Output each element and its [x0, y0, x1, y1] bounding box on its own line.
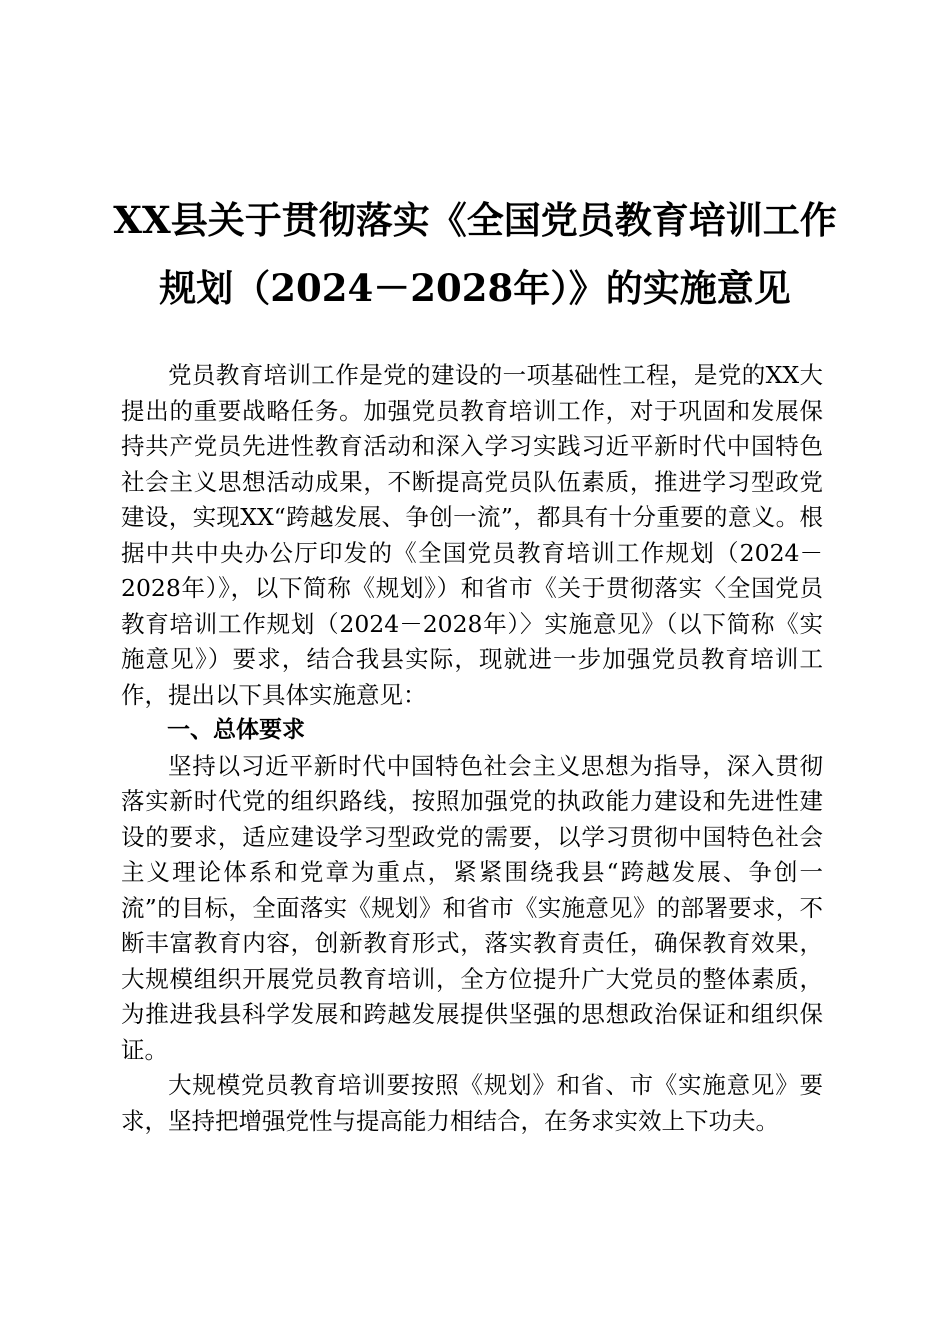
section-heading-overall-requirements: 一、总体要求	[167, 717, 305, 743]
training-requirement-paragraph: 大规模党员教育培训要按照《规划》和省、市《实施意见》要求，坚持把增强党性与提高能力相结合，在务求实效上下功夫。	[121, 1071, 823, 1135]
guiding-principle-paragraph: 坚持以习近平新时代中国特色社会主义思想为指导，深入贯彻落实新时代党的组织路线，按照加强党的执政能力建设和先进性建设的要求，适应建设学习型政党的需要，以学习贯彻中国特色社会主义理论体系和党章为重点，紧紧围绕我县“跨越发展、争创一流”的目标，全面落实《规划》和省市《实施意见》的部署要求，不断丰富教育内容，创新教育形式，落实教育责任，确保教育效果，大规模组织开展党员教育培训，全方位提升广大党员的整体素质，为推进我县科学发展和跨越发展提供坚强的思想政治保证和组织保证。	[121, 751, 823, 1064]
document-title-line-1: XX县关于贯彻落实《全国党员教育培训工作	[113, 198, 837, 242]
intro-paragraph: 党员教育培训工作是党的建设的一项基础性工程，是党的XX大提出的重要战略任务。加强党员教育培训工作，对于巩固和发展保持共产党员先进性教育活动和深入学习实践习近平新时代中国特色社会主义思想活动成果，不断提高党员队伍素质，推进学习型政党建设，实现XX“跨越发展、争创一流”，都具有十分重要的意义。根据中共中央办公厅印发的《全国党员教育培训工作规划（2024－2028年）》，以下简称《规划》）和省市《关于贯彻落实〈全国党员教育培训工作规划（2024－2028年）〉实施意见》（以下简称《实施意见》）要求，结合我县实际，现就进一步加强党员教育培训工作，提出以下具体实施意见：	[121, 361, 823, 709]
document-title-line-2: 规划（2024－2028年）》的实施意见	[159, 266, 791, 310]
document-body	[121, 358, 823, 1139]
